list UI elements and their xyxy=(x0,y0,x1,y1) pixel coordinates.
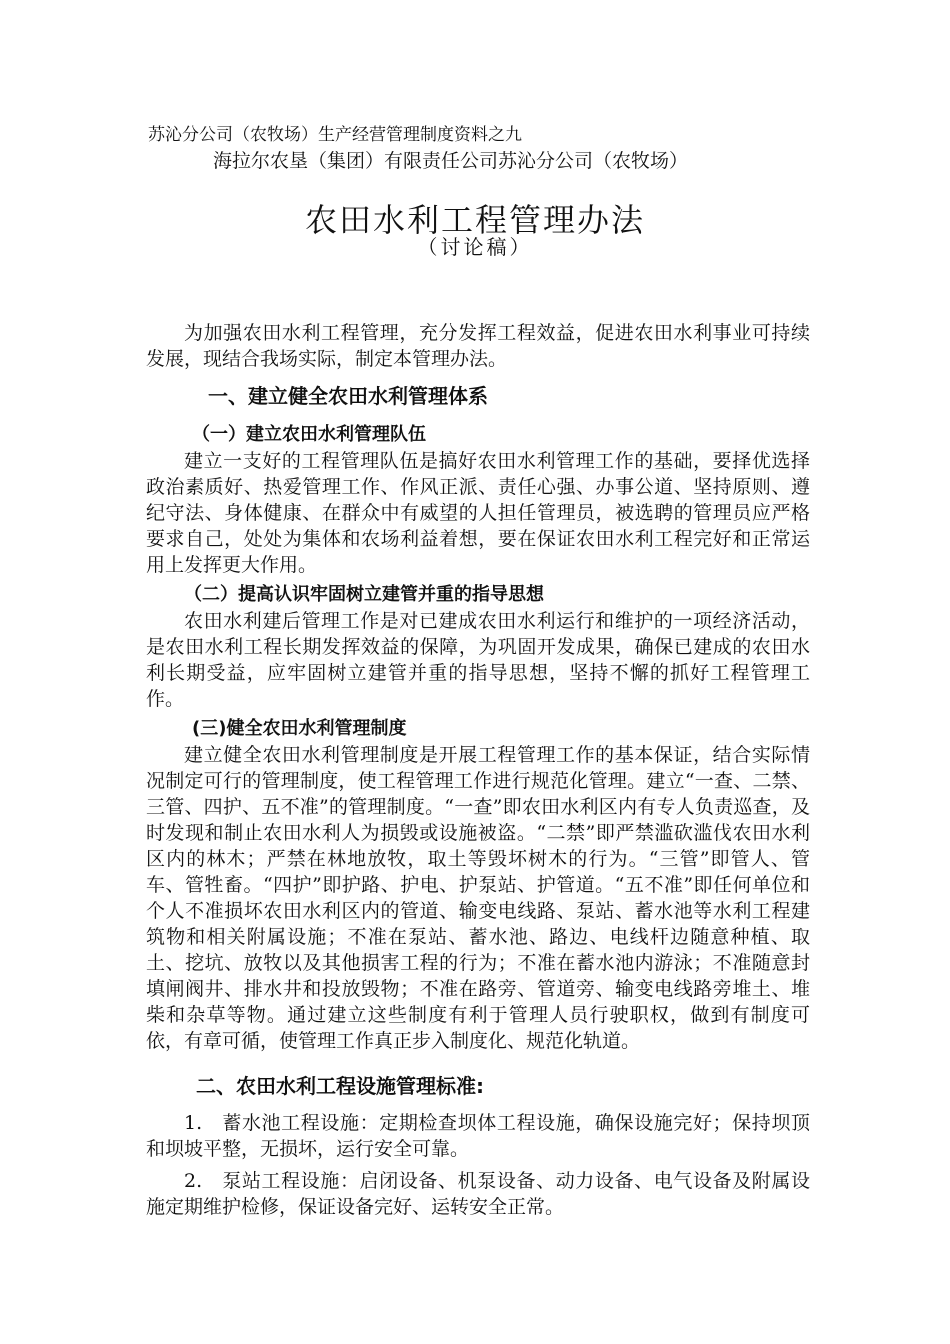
section-1-2-heading: （二）提高认识牢固树立建管并重的指导思想 xyxy=(184,584,544,605)
intro-paragraph: 为加强农田水利工程管理，充分发挥工程效益，促进农田水利事业可持续发展，现结合我场实际，制定本管理办法。 xyxy=(146,322,810,370)
series-header: 苏沁分公司（农牧场）生产经营管理制度资料之九 xyxy=(148,125,522,145)
section-1-1-text: 建立一支好的工程管理队伍是搞好农田水利管理工作的基础，要择优选择政治素质好、热爱管理工作、作风正派、责任心强、办事公道、坚持原则、遵纪守法、身体健康、在群众中有威望的人担任管理员，被选聘的管理员应严格要求自己，处处为集体和农场利益着想，要在保证农田水利工程完好和正常运用上发挥更大作用。 xyxy=(146,450,810,576)
document-title: 农田水利工程管理办法 xyxy=(304,201,645,240)
section-2-heading: 二、农田水利工程设施管理标准: xyxy=(196,1074,484,1098)
section-1-3-heading: (三)健全农田水利管理制度 xyxy=(192,718,407,739)
document-subtitle: （讨论稿） xyxy=(417,235,533,259)
section-1-2-text: 农田水利建后管理工作是对已建成农田水利运行和维护的一项经济活动，是农田水利工程长期发挥效益的保障，为巩固开发成果，确保已建成的农田水利长期受益，应牢固树立建管并重的指导思想，坚持不懈的抓好工程管理工作。 xyxy=(146,610,810,710)
document-body xyxy=(146,320,810,1220)
section-2-item-1: 1. 蓄水池工程设施：定期检查坝体工程设施，确保设施完好；保持坝顶和坝坡平整，无损坏，运行安全可靠。 xyxy=(146,1112,810,1160)
section-2-item-2: 2. 泵站工程设施：启闭设备、机泵设备、动力设备、电气设备及附属设施定期维护检修，保证设备完好、运转安全正常。 xyxy=(146,1170,810,1218)
section-1-1-heading: （一）建立农田水利管理队伍 xyxy=(192,424,426,445)
section-1-heading: 一、建立健全农田水利管理体系 xyxy=(208,384,488,408)
company-header: 海拉尔农垦（集团）有限责任公司苏沁分公司（农牧场） xyxy=(213,150,689,172)
section-1-3-text: 建立健全农田水利管理制度是开展工程管理工作的基本保证，结合实际情况制定可行的管理制度，使工程管理工作进行规范化管理。建立“一查、二禁、三管、四护、五不准”的管理制度。“一查”即农田水利区内有专人负责巡查，及时发现和制止农田水利人为损毁或设施被盗。“二禁”即严禁滥砍滥伐农田水利区内的林木；严禁在林地放牧，取土等毁坏树木的行为。“三管”即管人、管车、管牲畜。“四护”即护路、护电、护泵站、护管道。“五不准”即任何单位和个人不准损坏农田水利区内的管道、输变电线路、泵站、蓄水池等水利工程建筑物和相关附属设施；不准在泵站、蓄水池、路边、电线杆边随意种植、取土、挖坑、放牧以及其他损害工程的行为；不准在蓄水池内游泳；不准随意封填闸阀井、排水井和投放毁物；不准在路旁、管道旁、输变电线路旁堆土、堆柴和杂草等物。通过建立这些制度有利于管理人员行驶职权，做到有制度可依，有章可循，使管理工作真正步入制度化、规范化轨道。 xyxy=(146,744,810,1052)
